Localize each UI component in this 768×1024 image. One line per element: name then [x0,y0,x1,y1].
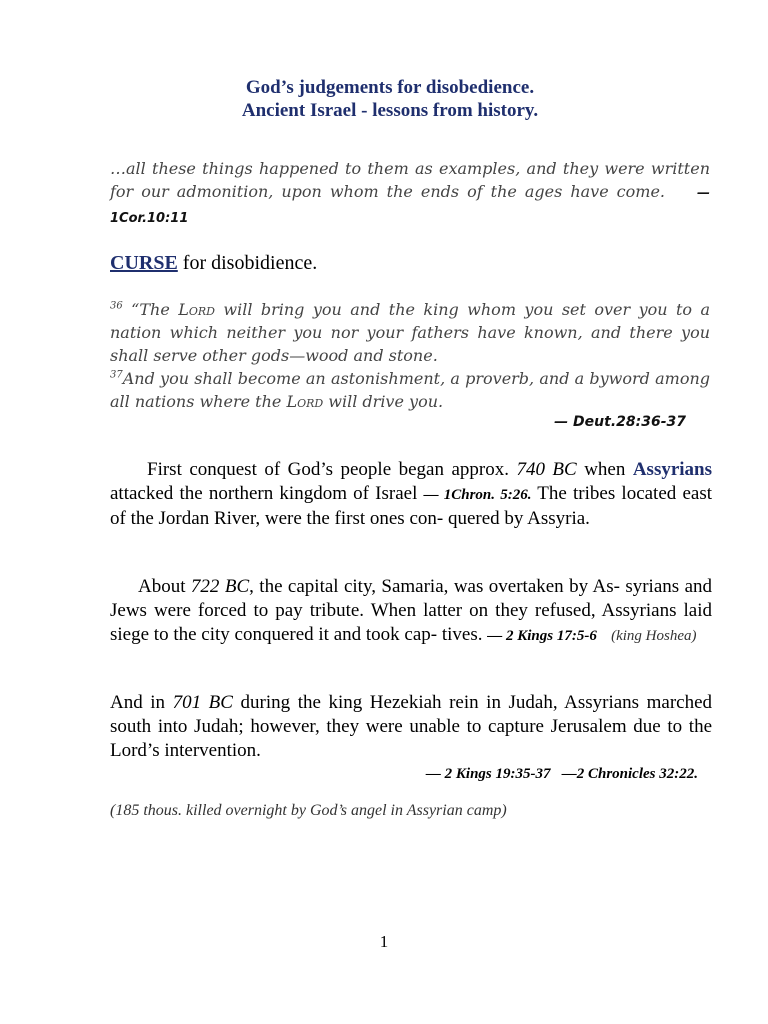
para2-text-2: , the capital city, Samaria, was overtaken by As- syrians and Jews were forced to pay tribute. When latter on they refused, Assyrians laid siege to the city conquered it and took cap- tives. [110,576,713,645]
curse-rest: for disobidience. [177,252,318,274]
title-line-1: God’s judgements for disobedience. [245,77,535,98]
deuteronomy-passage [110,298,710,413]
lord-small-caps-1: Lord [178,300,215,319]
verse-36-b: will bring you and the king whom you set over you to a nation which neither you nor your fathers have known, and there you shall serve other gods—wood and stone. [110,300,710,365]
page-number: 1 [379,932,389,951]
curse-heading [110,251,317,275]
verse-37-b: will drive you. [323,392,444,411]
date-740bc: 740 BC [516,459,577,480]
paragraph-judah [110,691,712,763]
epigraph-reference: — 1Cor.10:11 [110,186,711,226]
epigraph [110,157,710,230]
para1-text-2: when [576,459,633,480]
para1-text-1: First conquest of God’s people began approx. [147,459,517,480]
para3-text-2: during the king Hezekiah rein in Judah, Assyrians marched south into Judah; however, they were unable to capture Jerusalem due to the Lord’s intervention. [110,692,713,761]
verse-37-number: 37 [110,369,123,381]
deuteronomy-reference: — Deut.28:36-37 [554,414,686,430]
reference-2kings-17: — 2 Kings 17:5-6 [487,628,597,644]
assyrians-highlight: Assyrians [632,459,713,480]
paragraph-first-conquest [110,458,712,531]
para3-text-1: And in [110,692,173,713]
reference-1chron: — 1Chron. 5:26. [423,487,532,503]
note-king-hoshea: (king Hoshea) [611,628,697,644]
epigraph-text: …all these things happened to them as examples, and they were written for our admonition, upon whom the ends of the ages have come. [110,159,710,201]
verse-36-a: “The [122,300,179,319]
lord-small-caps-2: Lord [286,392,324,411]
paragraph-samaria [110,575,712,648]
title-line-2: Ancient Israel - lessons from history. [241,100,539,121]
para2-text-1: About [138,576,191,597]
curse-word: CURSE [110,252,178,274]
para1-text-4: The tribes located east of the Jordan River, were the first ones con- quered by Assyria. [110,483,712,529]
date-722bc: 722 BC [190,576,250,597]
footnote-185-thousand: (185 thous. killed overnight by God’s angel in Assyrian camp) [110,802,507,819]
verse-37-a: And you shall become an astonishment, a proverb, and a byword among all nations where the [110,369,710,411]
para1-text-3: attacked the northern kingdom of Israel [110,483,424,504]
page-title [110,76,670,122]
reference-2kings-2chron: — 2 Kings 19:35-37 —2 Chronicles 32:22. [425,766,698,782]
date-701bc: 701 BC [172,692,233,713]
verse-36-number: 36 [110,300,123,312]
